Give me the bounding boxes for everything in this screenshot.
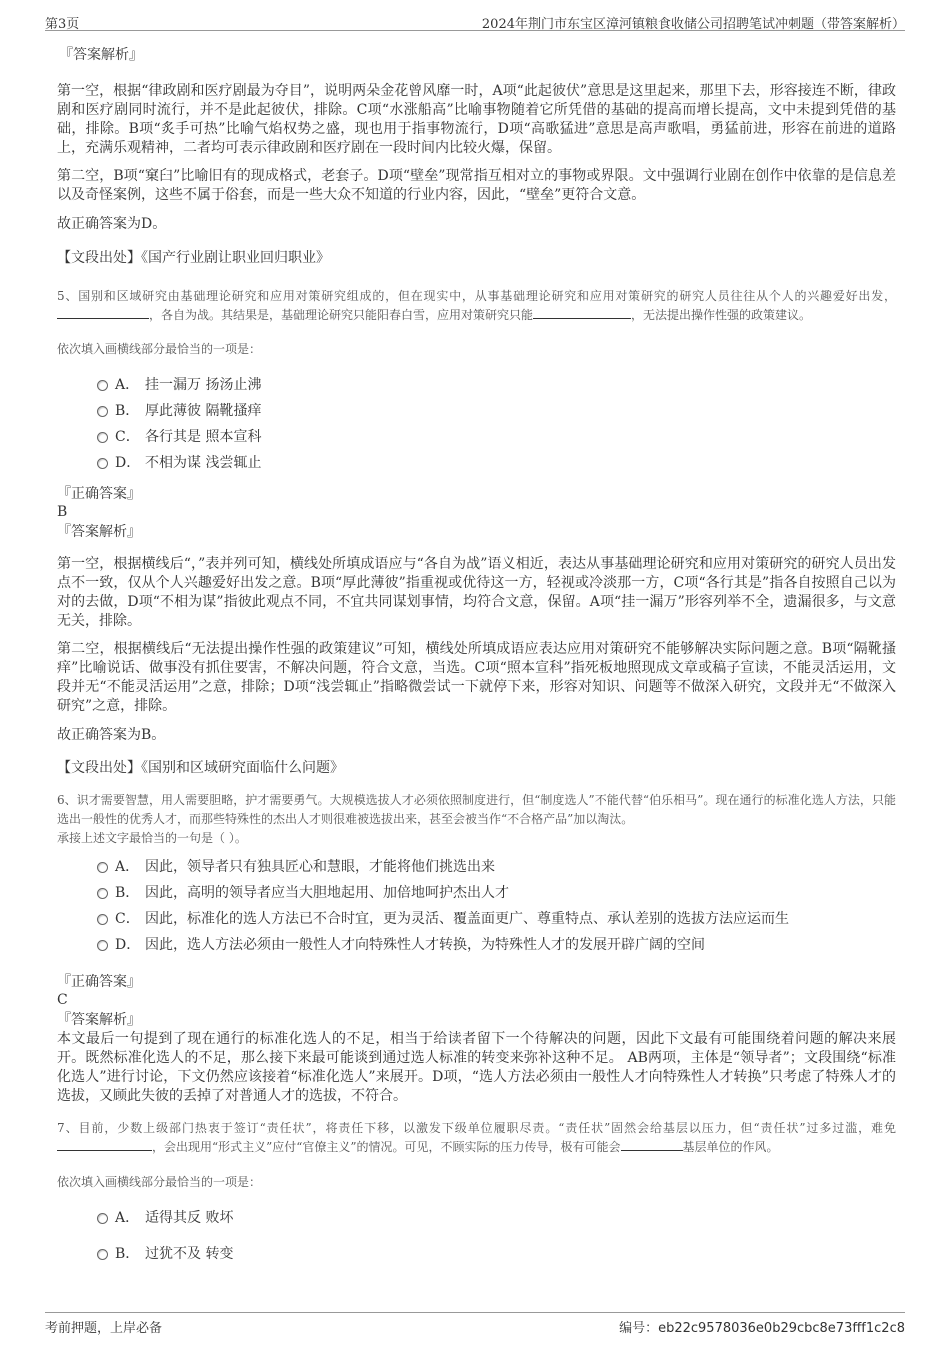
passage-source: 【文段出处】《国别和区域研究面临什么问题》 <box>57 760 344 776</box>
fill-blank <box>57 306 149 319</box>
analysis-conclusion: 故正确答案为B。 <box>57 727 166 743</box>
correct-answer: B <box>57 504 68 520</box>
option-a[interactable]: A． 因此，领导者只有独具匠心和慧眼，才能将他们挑选出来 <box>57 854 896 880</box>
question-7-stem: 7、目前，少数上级部门热衷于签订“责任状”，将责任下移，以激发下级单位履职尽责。“责任状”固然会给基层以压力，但“责任状”过多过滥，难免，会出现用“形式主义”应付“官僚主义”的情况。可见，不顾实际的压力传导，极有可能会 基层单位的作风。 <box>57 1121 896 1154</box>
radio-button[interactable] <box>97 458 108 469</box>
radio-button[interactable] <box>97 1213 108 1224</box>
radio-button[interactable] <box>97 380 108 391</box>
analysis-paragraph: 第一空，根据横线后“，”表并列可知，横线处所填成语应与“各自为战”语义相近，表达从事基础理论研究和应用对策研究的研究人员出发点不一致，仅从个人兴趣爱好出发之意。B项“厚此薄彼”指重视或优待这一方，轻视或冷淡那一方，C项“各行其是”指各自按照自己以为对的去做，D项“不相为谋”指彼此观点不同，不宜共同谋划事情，均符合文意，保留。A项“挂一漏万”形容列举不全，遗漏很多，与文意无关，排除。 <box>57 556 896 629</box>
radio-button[interactable] <box>97 888 108 899</box>
radio-button[interactable] <box>97 406 108 417</box>
correct-answer: C <box>57 992 68 1008</box>
radio-button[interactable] <box>97 432 108 443</box>
radio-button[interactable] <box>97 1249 108 1260</box>
document-title: 2024年荆门市东宝区漳河镇粮食收储公司招聘笔试冲刺题（带答案解析） <box>481 17 905 32</box>
option-a[interactable]: A． 适得其反 败坏 <box>57 1205 896 1231</box>
fill-blank <box>621 1138 683 1151</box>
document-code: 编号：eb22c9578036e0b29cbc8e73fff1c2c8 <box>619 1321 905 1336</box>
correct-answer-label: 『正确答案』 <box>57 486 141 502</box>
page-content <box>57 45 896 1267</box>
option-b[interactable]: B． 因此，高明的领导者应当大胆地起用、加倍地呵护杰出人才 <box>57 880 896 906</box>
option-a[interactable]: A． 挂一漏万 扬汤止沸 <box>57 372 896 398</box>
footer-slogan: 考前押题，上岸必备 <box>45 1321 163 1336</box>
page-number: 第3页 <box>45 17 80 32</box>
answer-analysis-label: 『答案解析』 <box>57 1012 141 1028</box>
fill-blank <box>533 306 631 319</box>
answer-analysis-label: 『答案解析』 <box>59 47 143 63</box>
option-d[interactable]: D． 不相为谋 浅尝辄止 <box>57 450 896 476</box>
analysis-paragraph: 第二空，B项“窠臼”比喻旧有的现成格式，老套子。D项“壁垒”现常指互相对立的事物或界限。文中强调行业剧在创作中依靠的是信息差以及奇怪案例，这些不属于俗套，而是一些大众不知道的行业内容，因此，“壁垒”更符合文意。 <box>57 168 896 203</box>
option-c[interactable]: C． 因此，标准化的选人方法已不合时宜，更为灵活、覆盖面更广、尊重特点、承认差别的选拔方法应运而生 <box>57 906 896 932</box>
analysis-paragraph: 第二空，根据横线后“无法提出操作性强的政策建议”可知，横线处所填成语应表达应用对策研究不能够解决实际问题之意。B项“隔靴搔痒”比喻说话、做事没有抓住要害，不解决问题，符合文意，当选。C项“照本宣科”指死板地照现成文章或稿子宣读，不能灵活运用，文段并无“不能灵活运用”之意，排除；D项“浅尝辄止”指略微尝试一下就停下来，形容对知识、问题等不做深入研究，文段并无“不做深入研究”之意，排除。 <box>57 641 896 714</box>
analysis-paragraph: 本文最后一句提到了现在通行的标准化选人的不足，相当于给读者留下一个待解决的问题，因此下文最有可能围绕着问题的解决来展开。既然标准化选人的不足，那么接下来最可能谈到通过选人标准的转变来弥补这种不足。 AB两项，主体是“领导者”；文段围绕“标准化选人”进行讨论，下文仍然应该接着“标准化选人”来展开。D项，“选人方法必须由一般性人才向特殊性人才转换”只考虑了特殊人才的选拔，又顾此失彼的丢掉了对普通人才的选拔，不符合。 <box>57 1031 896 1104</box>
radio-button[interactable] <box>97 862 108 873</box>
option-c[interactable]: C． 各行其是 照本宣科 <box>57 424 896 450</box>
analysis-paragraph: 第一空，根据“律政剧和医疗剧最为夺目”，说明两朵金花曾风靡一时，A项“此起彼伏”意思是这里起来，那里下去，形容接连不断，律政剧和医疗剧同时流行，并不是此起彼伏，排除。C项“水涨船高”比喻事物随着它所凭借的基础的提高而增长提高，文中未提到凭借的基础，排除。B项“炙手可热”比喻气焰权势之盛，现也用于指事物流行，D项“高歌猛进”意思是高声歌唱，勇猛前进，形容在前进的道路上，充满乐观精神，二者均可表示律政剧和医疗剧在一段时间内比较火爆，保留。 <box>57 83 896 156</box>
analysis-conclusion: 故正确答案为D。 <box>57 216 167 232</box>
question-5-stem: 5、国别和区域研究由基础理论研究和应用对策研究组成的，但在现实中，从事基础理论研究和应用对策研究的研究人员往往从个人的兴趣爱好出发，，各自为战。其结果是，基础理论研究只能阳春白雪，应用对策研究只能 ，无法提出操作性强的政策建议。 <box>57 289 896 322</box>
question-5-prompt: 依次填入画横线部分最恰当的一项是： <box>57 342 262 356</box>
question-5-options <box>57 372 896 476</box>
option-b[interactable]: B． 过犹不及 转变 <box>57 1241 896 1267</box>
answer-analysis-label: 『答案解析』 <box>57 524 141 540</box>
passage-source: 【文段出处】《国产行业剧让职业回归职业》 <box>57 250 330 266</box>
question-6-options <box>57 854 896 958</box>
fill-blank <box>57 1138 152 1151</box>
page-header <box>45 8 905 31</box>
question-6-stem: 6、识才需要智慧，用人需要胆略，护才需要勇气。大规模选拔人才必须依照制度进行，但“制度选人”不能代替“伯乐相马”。现在通行的标准化选人方法，只能选出一般性的优秀人才，而那些特殊性的杰出人才则很难被选拔出来，甚至会被当作“不合格产品”加以淘汰。 <box>57 793 896 826</box>
question-7-prompt: 依次填入画横线部分最恰当的一项是： <box>57 1175 262 1189</box>
radio-button[interactable] <box>97 940 108 951</box>
radio-button[interactable] <box>97 914 108 925</box>
question-7-options <box>57 1205 896 1267</box>
page-footer <box>45 1312 905 1335</box>
option-d[interactable]: D． 因此，选人方法必须由一般性人才向特殊性人才转换，为特殊性人才的发展开辟广阔的空间 <box>57 932 896 958</box>
question-6-prompt: 承接上述文字最恰当的一句是（ ）。 <box>57 831 247 845</box>
correct-answer-label: 『正确答案』 <box>57 974 141 990</box>
option-b[interactable]: B． 厚此薄彼 隔靴搔痒 <box>57 398 896 424</box>
